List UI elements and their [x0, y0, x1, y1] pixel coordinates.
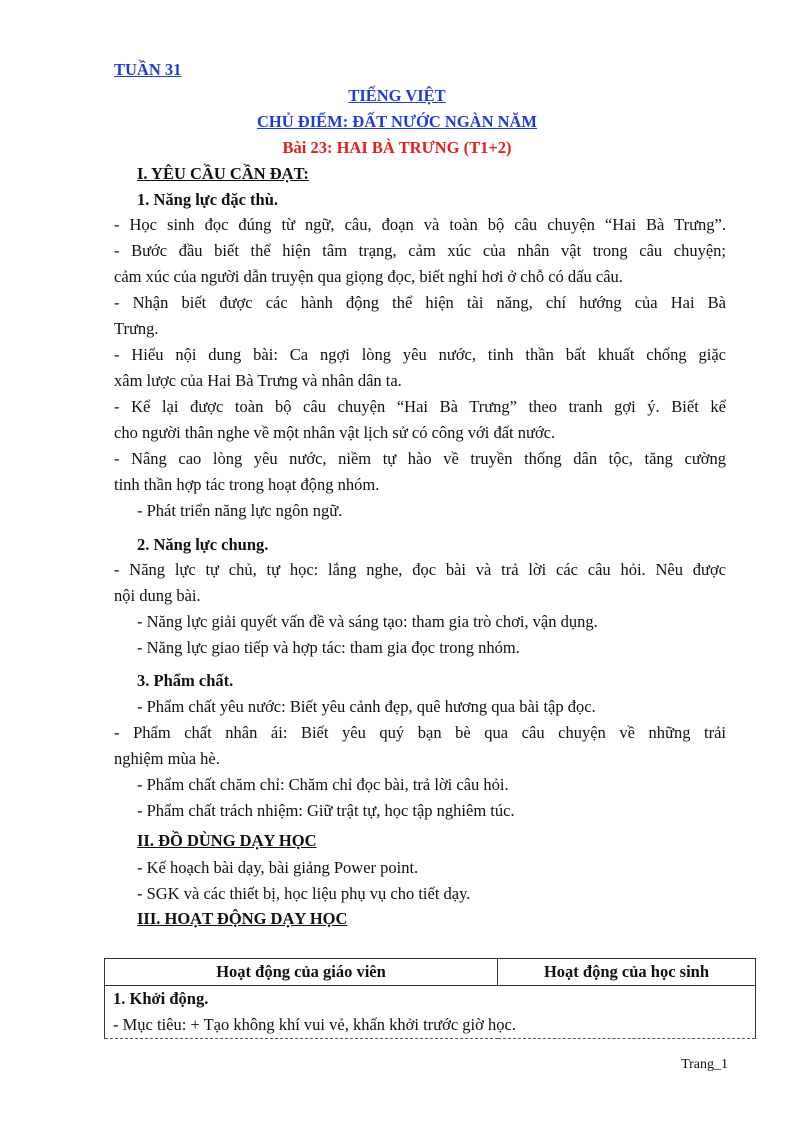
student-column-header: Hoạt động của học sinh — [498, 959, 756, 986]
section-3-title: III. HOẠT ĐỘNG DẠY HỌC — [137, 909, 348, 928]
week-label: TUẦN 31 — [114, 60, 182, 79]
paragraph-line: - Kế hoạch bài dạy, bài giảng Power point. — [137, 858, 419, 877]
paragraph-line: - Bước đầu biết thể hiện tâm trạng, cảm xúc của nhân vật trong câu chuyện; — [114, 241, 726, 260]
table-cell — [105, 986, 756, 1039]
paragraph-line: - Năng lực giao tiếp và hợp tác: tham gia đọc trong nhóm. — [137, 638, 520, 657]
teacher-column-header: Hoạt động của giáo viên — [105, 959, 498, 986]
paragraph-line: xâm lược của Hai Bà Trưng và nhân dân ta. — [114, 371, 402, 390]
subsection-1-title: 1. Năng lực đặc thù. — [137, 190, 278, 209]
paragraph-line: - Phẩm chất chăm chỉ: Chăm chỉ đọc bài, trả lời câu hỏi. — [137, 775, 509, 794]
activity-title: 1. Khởi động. — [113, 989, 209, 1008]
activity-goal: - Mục tiêu: + Tạo không khí vui vẻ, khấn khởi trước giờ học. — [113, 1015, 516, 1034]
paragraph-line: - Phẩm chất yêu nước: Biết yêu cảnh đẹp, quê hương qua bài tập đọc. — [137, 697, 596, 716]
paragraph-line: cảm xúc của người dẫn truyện qua giọng đọc, biết nghỉ hơi ở chỗ có dấu câu. — [114, 267, 623, 286]
paragraph-line: cho người thân nghe về một nhân vật lịch sử có công với đất nước. — [114, 423, 556, 442]
subsection-2-title: 2. Năng lực chung. — [137, 535, 269, 554]
table-header-row — [105, 959, 756, 986]
section-2-title: II. ĐỒ DÙNG DẠY HỌC — [137, 831, 317, 850]
subject-title: TIẾNG VIỆT — [348, 86, 446, 105]
paragraph-line: nội dung bài. — [114, 586, 201, 605]
paragraph-line: - Phát triển năng lực ngôn ngữ. — [137, 501, 343, 520]
paragraph-line: - Phẩm chất trách nhiệm: Giữ trật tự, học tập nghiêm túc. — [137, 801, 515, 820]
paragraph-line: - Kể lại được toàn bộ câu chuyện “Hai Bà Trưng” theo tranh gợi ý. Biết kể — [114, 397, 726, 416]
paragraph-line: - Học sinh đọc đúng từ ngữ, câu, đoạn và toàn bộ câu chuyện “Hai Bà Trưng”. — [114, 215, 726, 234]
section-1-title: I. YÊU CẦU CẦN ĐẠT: — [137, 164, 309, 183]
table-row — [105, 986, 756, 1039]
paragraph-line: tinh thần hợp tác trong hoạt động nhóm. — [114, 475, 380, 494]
paragraph-line: - Nhận biết được các hành động thể hiện tài năng, chí hướng của Hai Bà — [114, 293, 726, 312]
paragraph-line: - Năng lực giải quyết vấn đề và sáng tạo: tham gia trò chơi, vận dụng. — [137, 612, 598, 631]
paragraph-line: - Nâng cao lòng yêu nước, niềm tự hào về truyền thống dân tộc, tăng cường — [114, 449, 726, 468]
theme-title: CHỦ ĐIỂM: ĐẤT NƯỚC NGÀN NĂM — [256, 112, 538, 131]
paragraph-line: - Phẩm chất nhân ái: Biết yêu quý bạn bè qua câu chuyện về những trải — [114, 723, 726, 742]
paragraph-line: Trưng. — [114, 319, 159, 338]
paragraph-line: - Hiểu nội dung bài: Ca ngợi lòng yêu nước, tinh thần bất khuất chống giặc — [114, 345, 726, 364]
page-number: Trang_1 — [681, 1057, 728, 1072]
paragraph-line: - Năng lực tự chủ, tự học: lắng nghe, đọc bài và trả lời các câu hỏi. Nêu được — [114, 560, 726, 579]
paragraph-line: - SGK và các thiết bị, học liệu phụ vụ cho tiết dạy. — [137, 884, 471, 903]
paragraph-line: nghiệm mùa hè. — [114, 749, 220, 768]
activity-table — [104, 958, 756, 1039]
subsection-3-title: 3. Phẩm chất. — [137, 671, 234, 690]
lesson-title: Bài 23: HAI BÀ TRƯNG (T1+2) — [282, 138, 512, 157]
